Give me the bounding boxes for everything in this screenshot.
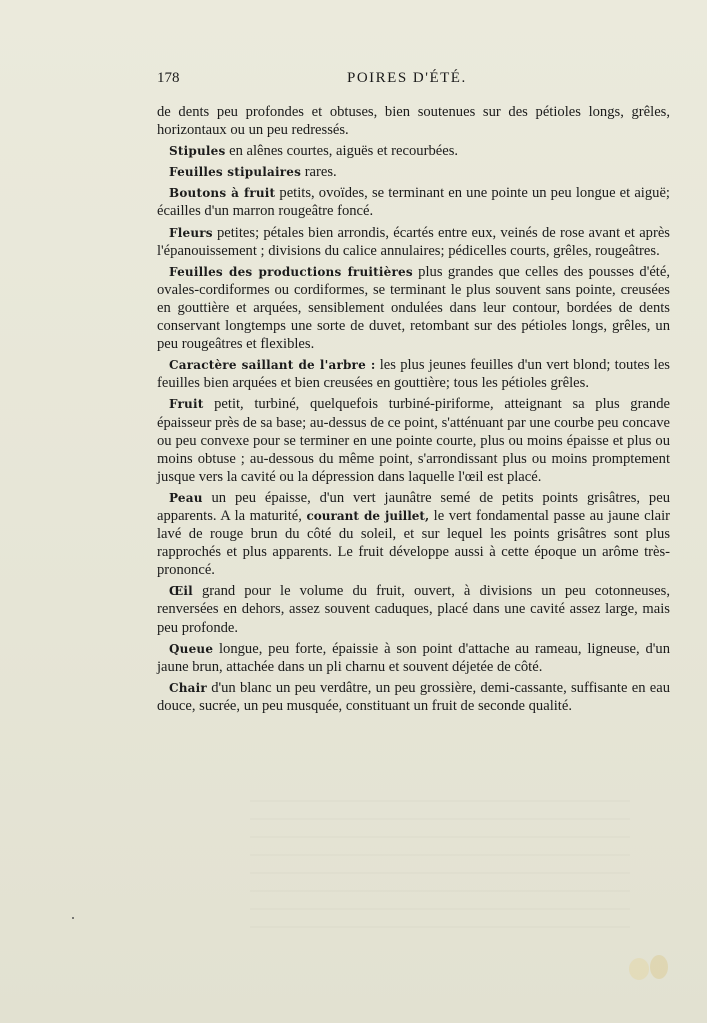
paragraph-queue [157, 640, 670, 676]
body-text [157, 103, 670, 718]
faded-pear-illustration [617, 943, 677, 983]
paragraph-text: petit, turbiné, quelquefois turbiné-piriforme, atteignant sa plus grande épaisseur près de sa base; au-dessus de ce point, s'atténuant par une courbe peu concave ou peu convexe pour se terminer en une pointe courte, plus ou moins épaisse et plus ou moins obtuse ; au-dessous du même point, s'arrondissant plus ou moins promptement jusque vers la cavité ou la dépression dans laquelle l'œil est placé. [157, 396, 670, 485]
reverse-side-bleed-through [250, 800, 630, 940]
paragraph-chair [157, 679, 670, 715]
paragraph-text: de dents peu profondes et obtuses, bien soutenues sur des pétioles longs, grêles, horizontaux ou un peu redressés. [157, 104, 670, 139]
paragraph-text: longue, peu forte, épaissie à son point d'attache au rameau, ligneuse, d'un jaune brun, attachée dans un pli charnu et souvent déjetée de côté. [157, 640, 670, 675]
paragraph-text: petits, ovoïdes, se terminant en une pointe un peu longue et aiguë; écailles d'un marron rougeâtre foncé. [157, 185, 670, 220]
paragraph-fleurs [157, 224, 670, 260]
paragraph-feuilles-stipulaires [157, 163, 670, 181]
paper-speck [72, 917, 74, 919]
paragraph-term: Caractère saillant de l'arbre : [169, 358, 376, 373]
running-head: POIRES D'ÉTÉ. [347, 70, 467, 86]
page-number: 178 [157, 70, 180, 86]
paragraph-text: rares. [301, 164, 337, 181]
paragraph-text: en alênes courtes, aiguës et recourbées. [225, 143, 459, 160]
paragraph-peau [157, 489, 670, 579]
paragraph-term: Feuilles des productions fruitières [169, 264, 413, 279]
paragraph-stipules [157, 142, 670, 160]
paragraph-term: Stipules [169, 144, 226, 159]
page-header [157, 70, 670, 92]
paragraph-text: plus grandes que celles des pousses d'été, ovales-cordiformes ou cordiformes, se terminant le plus souvent sans pointe, creusées en gouttière et arquées, sensiblement ondulées dans leur contour, bordées de dents conservant longtemps une sorte de duvet, retombant sur des pétioles longs, grêles, un peu rougeâtres et flexibles. [157, 263, 670, 353]
paragraph-term: Fleurs [169, 225, 213, 240]
paragraph-text: petites; pétales bien arrondis, écartés entre eux, veinés de rose avant et après l'épanouissement ; divisions du calice annulaires; pédicelles courts, grêles, rougeâtres. [157, 224, 670, 259]
paragraph-term: Fruit [169, 397, 204, 412]
paragraph-text: d'un blanc un peu verdâtre, un peu grossière, demi-cassante, suffisante en eau douce, sucrée, un peu musquée, constituant un fruit de seconde qualité. [157, 679, 670, 714]
paragraph-text: grand pour le volume du fruit, ouvert, à divisions un peu cotonneuses, renversées en dehors, assez souvent caduques, placé dans une cavité assez large, mais peu profonde. [157, 583, 670, 636]
paragraph-term: Feuilles stipulaires [169, 165, 302, 180]
paragraph-text: un peu épaisse, d'un vert jaunâtre semé de petits points grisâtres, peu apparents. A la maturité, [157, 489, 670, 524]
paragraph-caractere [157, 356, 670, 392]
paragraph-term: Queue [169, 641, 214, 656]
paragraph-inline-term: courant de juillet, [306, 508, 430, 523]
paragraph-feuilles-productions [157, 263, 670, 353]
paragraph-text: les plus jeunes feuilles d'un vert blond; toutes les feuilles bien arquées et bien creusées en gouttière; tous les pétioles grêles. [157, 357, 670, 392]
paragraph-term: Chair [169, 680, 207, 695]
paragraph-continuation [157, 103, 670, 139]
paragraph-boutons [157, 184, 670, 220]
paragraph-term: Boutons à fruit [169, 186, 276, 201]
paragraph-term: Peau [169, 490, 203, 505]
paragraph-oeil [157, 582, 670, 636]
paragraph-text: le vert fondamental passe au jaune clair lavé de rouge brun du côté du soleil, et sur lequel les points grisâtres sont plus rapprochés et plus apparents. Le fruit développe aussi à cette époque un arôme très-prononcé. [157, 507, 670, 579]
paragraph-fruit [157, 395, 670, 485]
paragraph-term: Œil [169, 584, 193, 599]
